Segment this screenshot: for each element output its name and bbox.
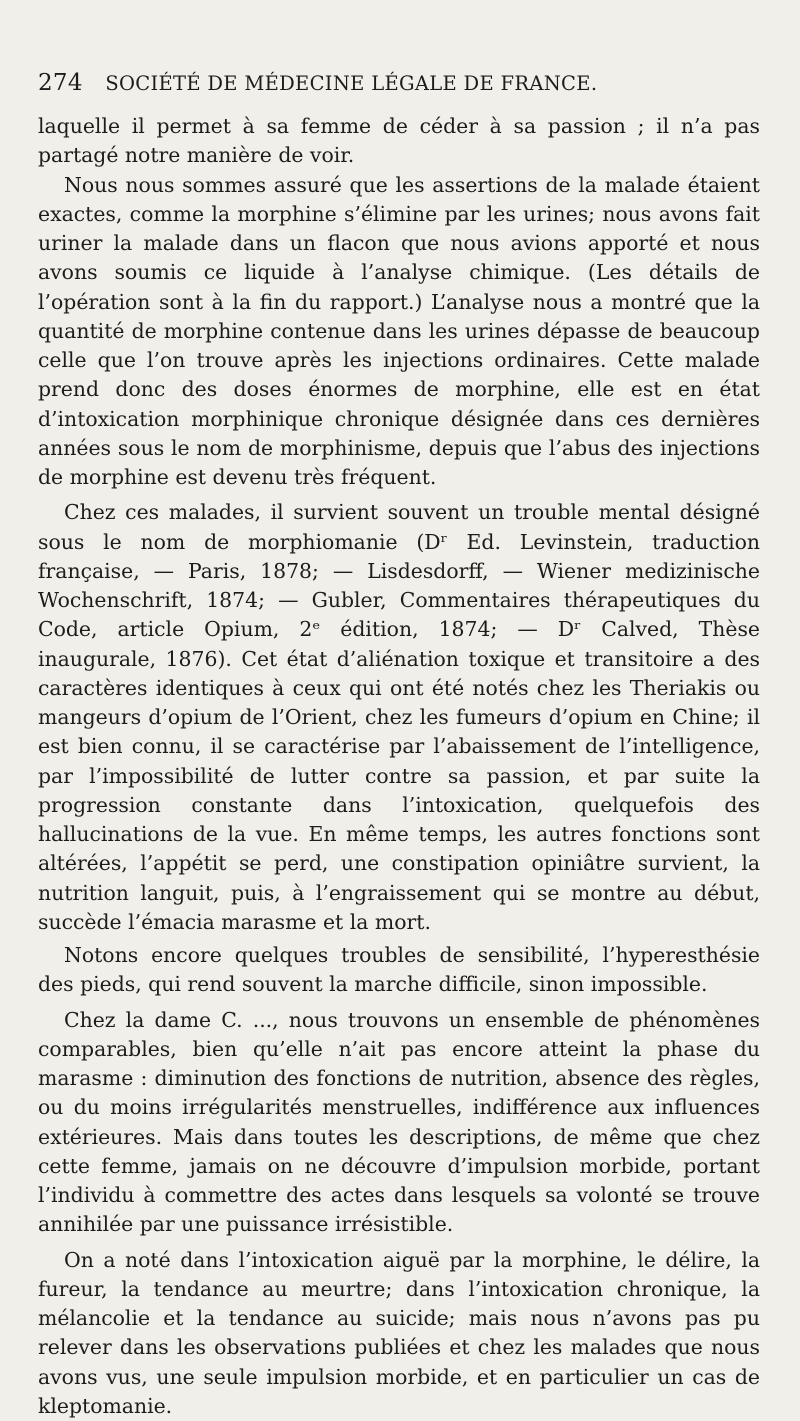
paragraph-continuation: laquelle il permet à sa femme de céder à sa passion ; il n’a pas partagé notre manière de voir. (38, 112, 760, 171)
page-number: 274 (38, 70, 83, 96)
paragraph-analysis: Nous nous sommes assuré que les assertions de la malade étaient exactes, comme la morphine s’élimine par les urines; nous avons fait uriner la malade dans un flacon que nous avions apporté et nous avons soumis ce liquide à l’analyse chimique. (Les détails de l’opération sont à la fin du rapport.) L’analyse nous a montré que la quantité de morphine contenue dans les urines dépasse de beaucoup celle que l’on trouve après les injections ordinaires. Cette malade prend donc des doses énormes de morphine, elle est en état d’intoxication morphinique chronique désignée dans ces dernières années sous le nom de morphinisme, depuis que l’abus des injections de morphine est devenu très fréquent. (38, 171, 760, 493)
running-header (38, 70, 758, 96)
paragraph-morphiomania: Chez ces malades, il survient souvent un trouble mental désigné sous le nom de morphiomanie (Dʳ Ed. Levinstein, traduction française, — Paris, 1878; — Lisdesdorff, — Wiener medizinische Wochenschrift, 1874; — Gubler, Commentaires thérapeutiques du Code, article Opium, 2ᵉ édition, 1874; — Dʳ Calved, Thèse inaugurale, 1876). Cet état d’aliénation toxique et transitoire a des caractères identiques à ceux qui ont été notés chez les Theriakis ou mangeurs d’opium de l’Orient, chez les fumeurs d’opium en Chine; il est bien connu, il se caractérise par l’abaissement de l’intelligence, par l’impossibilité de lutter contre sa passion, et par suite la progression constante dans l’intoxication, quelquefois des hallucinations de la vue. En même temps, les autres fonctions sont altérées, l’appétit se perd, une constipation opiniâtre survient, la nutrition languit, puis, à l’engraissement qui se montre au début, succède l’émacia marasme et la mort. (38, 498, 760, 937)
paragraph-sensibility: Notons encore quelques troubles de sensibilité, l’hyperesthésie des pieds, qui rend souvent la marche difficile, sinon impossible. (38, 941, 760, 1000)
paragraph-dame-c: Chez la dame C. ..., nous trouvons un ensemble de phénomènes comparables, bien qu’elle n’ait pas encore atteint la phase du marasme : diminution des fonctions de nutrition, absence des règles, ou du moins irrégularités menstruelles, indifférence aux influences extérieures. Mais dans toutes les descriptions, de même que chez cette femme, jamais on ne découvre d’impulsion morbide, portant l’individu à commettre des actes dans lesquels sa volonté se trouve annihilée par une puissance irrésistible. (38, 1006, 760, 1240)
running-title: SOCIÉTÉ DE MÉDECINE LÉGALE DE FRANCE. (105, 72, 597, 95)
paragraph-intoxication: On a noté dans l’intoxication aiguë par la morphine, le délire, la fureur, la tendance au meurtre; dans l’intoxication chronique, la mélancolie et la tendance au suicide; mais nous n’avons pas pu relever dans les observations publiées et chez les malades que nous avons vus, une seule impulsion morbide, et en particulier un cas de kleptomanie. (38, 1246, 760, 1421)
body-text (38, 112, 760, 1421)
